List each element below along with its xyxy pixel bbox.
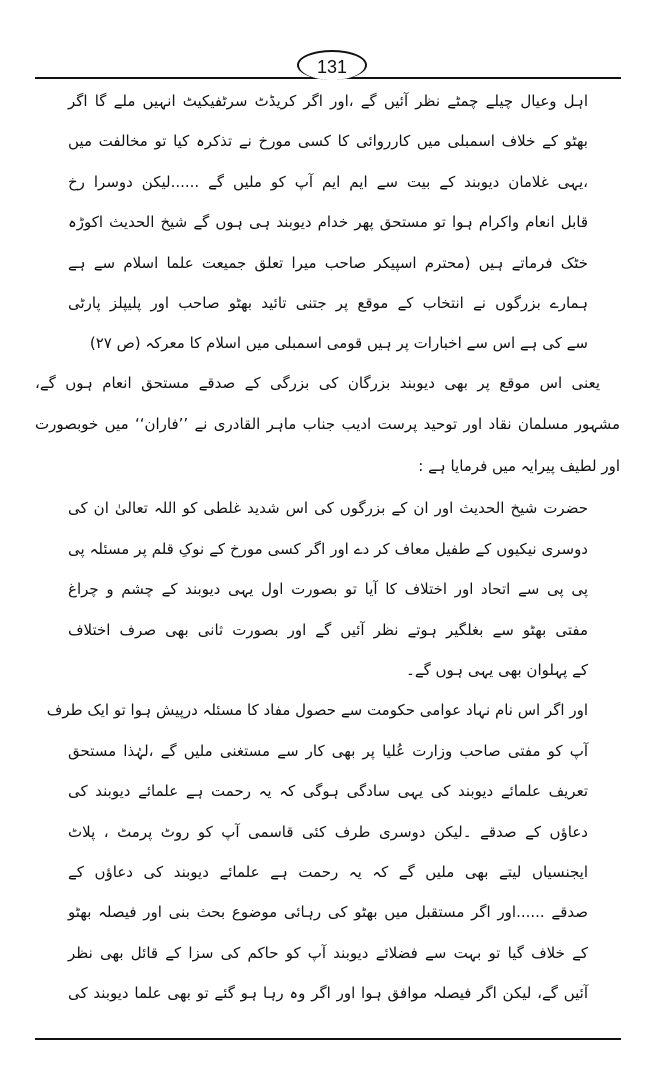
text-line: بھٹو کے خلاف اسمبلی میں کارروائی کا کسی مورخ نے تذکرہ کیا تو مخالفت میں bbox=[68, 132, 588, 150]
text-line: سے کی ہے اس سے اخبارات پر ہیں قومی اسمبلی میں اسلام کا معرکہ (ص ۲۷) bbox=[89, 334, 588, 352]
text-line: صدقے ......اور اگر مستقبل میں بھٹو کی رہائی موضوع بحث بنی اور فیصلہ بھٹو bbox=[68, 903, 588, 921]
text-line: یعنی اس موقع پر بھی دیوبند بزرگان کی بزرگی کے صدقے مستحق انعام ہوں گے، bbox=[35, 374, 600, 392]
text-line: دوسری نیکیوں کے طفیل معاف کر دے اور اگر کسی مورخ کے نوکِ قلم پر مسئلہ پی bbox=[68, 540, 588, 558]
text-line: آپ کو مفتی صاحب وزارت عُلیا پر بھی کار سے مستغنی ملیں گے ،لہٰذا مستحق bbox=[68, 742, 588, 760]
text-line: اہل وعیال چیلے چمٹے نظر آئیں گے ،اور اگر کریڈٹ سرٹفیکیٹ انہیں ملے گا اگر bbox=[68, 92, 588, 110]
text-line: ایجنسیاں لیتے بھی ملیں گے کہ یہ رحمت ہے علمائے دیوبند کی دعاؤں کے bbox=[68, 863, 588, 881]
text-line: کے خلاف گیا تو بہت سے فضلائے دیوبند آپ کو حاکم کی سزا کے قائل بھی نظر bbox=[68, 944, 588, 962]
page-number: 131 bbox=[297, 50, 367, 80]
text-line: پی پی سے اتحاد اور اختلاف کا آیا تو بصورت اول یہی دیوبند کے چشم و چراغ bbox=[68, 580, 588, 598]
text-line: کے پہلوان بھی یہی ہوں گے۔ bbox=[406, 661, 588, 679]
text-line: تعریف علمائے دیوبند کی یہی سادگی ہوگی کہ یہ رحمت ہے علمائے دیوبند کی bbox=[68, 782, 588, 800]
text-line: قابل انعام واکرام ہوا تو مستحق پھر خدام دیوبند ہی ہوں گے شیخ الحدیث اکوڑہ bbox=[68, 213, 588, 231]
footer-rule bbox=[35, 1038, 621, 1040]
text-line: ،یہی غلامان دیوبند کے بیت سے ایم ایم آپ کو ملیں گے ......لیکن دوسرا رخ bbox=[68, 173, 588, 191]
text-line: خٹک فرماتے ہیں (محترم اسپیکر صاحب میرا تعلق جمیعت علما اسلام سے ہے bbox=[68, 254, 588, 272]
text-line: آئیں گے، لیکن اگر فیصلہ موافق ہوا اور اگر وہ رہا ہو گئے تو بھی علما دیوبند کی bbox=[68, 984, 588, 1002]
text-line: مشہور مسلمان نقاد اور توحید پرست ادیب جناب ماہر القادری نے ’’فاران‘‘ میں خوبصورت bbox=[35, 415, 620, 433]
text-line: حضرت شیخ الحدیث اور ان کے بزرگوں کی اس شدید غلطی کو اللہ تعالیٰ ان کی bbox=[68, 499, 588, 517]
text-line: دعاؤں کے صدقے ۔لیکن دوسری طرف کئی قاسمی آپ کو روٹ پرمٹ ، پلاٹ bbox=[68, 823, 588, 841]
text-line: اور لطیف پیرایہ میں فرمایا ہے : bbox=[418, 457, 620, 475]
text-line: مفتی بھٹو سے بغلگیر ہوتے نظر آئیں گے اور بصورت ثانی بھی صرف اختلاف bbox=[68, 621, 588, 639]
text-line: ہمارے بزرگوں نے انتخاب کے موقع پر جتنی تائید بھٹو صاحب اور پلیپلز پارٹی bbox=[68, 294, 588, 312]
text-line: اور اگر اس نام نہاد عوامی حکومت سے حصول مفاد کا مسئلہ درپیش ہوا تو ایک طرف bbox=[46, 701, 588, 719]
